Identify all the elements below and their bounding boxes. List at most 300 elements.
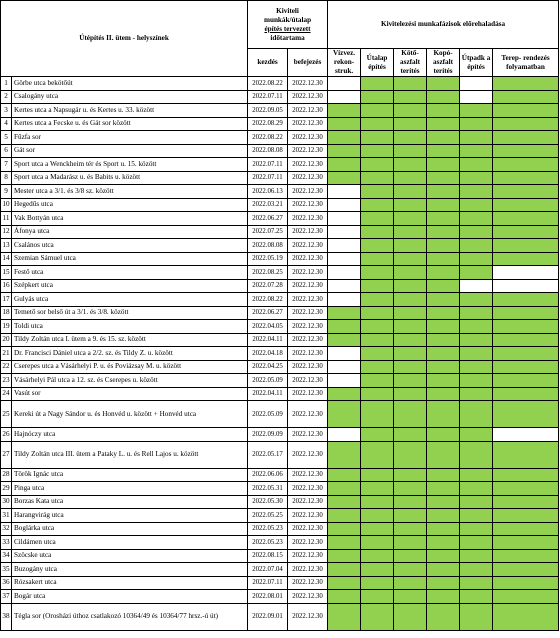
- phase-cell: [493, 320, 559, 334]
- phase-cell: [427, 333, 460, 347]
- row-location: Kertes utca a Fecske u. és Gát sor között: [12, 117, 248, 131]
- phase-cell: [493, 333, 559, 347]
- phase-cell: [328, 239, 361, 253]
- row-end-date: 2022.12.30: [288, 306, 328, 320]
- phase-cell: [361, 387, 394, 401]
- phase-cell: [427, 374, 460, 388]
- row-end-date: 2022.12.30: [288, 333, 328, 347]
- row-end-date: 2022.12.30: [288, 468, 328, 482]
- phase-cell: [493, 536, 559, 550]
- table-row: [1, 482, 559, 496]
- phase-cell: [394, 563, 427, 577]
- table-row: [1, 590, 559, 604]
- row-number: 28: [1, 468, 12, 482]
- header-start: kezdés: [248, 49, 288, 77]
- row-number: 36: [1, 576, 12, 590]
- phase-cell: [493, 158, 559, 172]
- phase-cell: [328, 482, 361, 496]
- phase-cell: [361, 563, 394, 577]
- phase-cell: [361, 185, 394, 199]
- phase-cell: [427, 158, 460, 172]
- phase-cell: [394, 225, 427, 239]
- row-location: Harangvirág utca: [12, 509, 248, 523]
- row-location: Csalogány utca: [12, 90, 248, 104]
- phase-cell: [328, 563, 361, 577]
- phase-cell: [328, 374, 361, 388]
- phase-cell: [394, 428, 427, 442]
- phase-cell: [493, 563, 559, 577]
- phase-cell: [361, 482, 394, 496]
- phase-cell: [427, 509, 460, 523]
- phase-cell: [328, 77, 361, 91]
- phase-cell: [361, 522, 394, 536]
- table-row: [1, 576, 559, 590]
- header-title: Útépítés II. ütem - helyszínek: [1, 1, 248, 77]
- phase-cell: [493, 279, 559, 293]
- phase-cell: [361, 401, 394, 428]
- phase-cell: [361, 225, 394, 239]
- row-number: 18: [1, 306, 12, 320]
- phase-cell: [493, 171, 559, 185]
- phase-cell: [493, 90, 559, 104]
- table-row: [1, 225, 559, 239]
- row-location: Kereki út a Nagy Sándor u. és Honvéd u. között + Honvéd utca: [12, 401, 248, 428]
- phase-cell: [460, 90, 493, 104]
- row-number: 9: [1, 185, 12, 199]
- phase-cell: [493, 401, 559, 428]
- phase-cell: [493, 522, 559, 536]
- row-location: Gulyás utca: [12, 293, 248, 307]
- row-location: Borzas Kata utca: [12, 495, 248, 509]
- phase-cell: [427, 482, 460, 496]
- phase-cell: [460, 482, 493, 496]
- phase-cell: [460, 347, 493, 361]
- phase-cell: [427, 428, 460, 442]
- phase-cell: [394, 171, 427, 185]
- phase-cell: [394, 495, 427, 509]
- phase-cell: [394, 77, 427, 91]
- phase-cell: [394, 144, 427, 158]
- phase-cell: [361, 306, 394, 320]
- row-end-date: 2022.12.30: [288, 158, 328, 172]
- phase-cell: [493, 293, 559, 307]
- phase-cell: [427, 522, 460, 536]
- row-number: 13: [1, 239, 12, 253]
- phase-cell: [394, 185, 427, 199]
- phase-cell: [361, 603, 394, 630]
- phase-cell: [460, 320, 493, 334]
- table-row: [1, 306, 559, 320]
- phase-cell: [328, 104, 361, 118]
- row-location: Szemian Sámuel utca: [12, 252, 248, 266]
- phase-cell: [394, 198, 427, 212]
- phase-cell: [493, 441, 559, 468]
- phase-cell: [427, 401, 460, 428]
- phase-cell: [361, 360, 394, 374]
- phase-cell: [361, 266, 394, 280]
- phase-cell: [460, 576, 493, 590]
- row-location: Buzogány utca: [12, 563, 248, 577]
- phase-cell: [361, 77, 394, 91]
- row-location: Temető sor belső út a 3/1. és 3/8. között: [12, 306, 248, 320]
- table-row: [1, 266, 559, 280]
- phase-cell: [394, 536, 427, 550]
- header-end: befejezés: [288, 49, 328, 77]
- phase-cell: [460, 387, 493, 401]
- phase-cell: [427, 360, 460, 374]
- phase-cell: [394, 104, 427, 118]
- row-end-date: 2022.12.30: [288, 293, 328, 307]
- row-end-date: 2022.12.30: [288, 266, 328, 280]
- row-number: 31: [1, 509, 12, 523]
- row-end-date: 2022.12.30: [288, 536, 328, 550]
- phase-cell: [427, 171, 460, 185]
- phase-cell: [427, 603, 460, 630]
- table-row: [1, 104, 559, 118]
- row-start-date: 2022.07.11: [248, 171, 288, 185]
- phase-cell: [328, 266, 361, 280]
- row-number: 24: [1, 387, 12, 401]
- phase-cell: [427, 495, 460, 509]
- row-end-date: 2022.12.30: [288, 374, 328, 388]
- table-row: [1, 185, 559, 199]
- table-row: [1, 320, 559, 334]
- phase-cell: [493, 482, 559, 496]
- table-row: [1, 239, 559, 253]
- table-row: [1, 549, 559, 563]
- phase-cell: [427, 252, 460, 266]
- header-phase-water: Vízvez. rekon-struk.: [328, 49, 361, 77]
- row-number: 2: [1, 90, 12, 104]
- row-number: 25: [1, 401, 12, 428]
- table-row: [1, 360, 559, 374]
- phase-cell: [493, 131, 559, 145]
- row-location: Tildy Zoltán utca III. ütem a Pataky L. u. és Rell Lajos u. között: [12, 441, 248, 468]
- row-number: 5: [1, 131, 12, 145]
- row-number: 19: [1, 320, 12, 334]
- row-number: 21: [1, 347, 12, 361]
- row-start-date: 2022.04.25: [248, 360, 288, 374]
- phase-cell: [394, 306, 427, 320]
- phase-cell: [328, 495, 361, 509]
- row-end-date: 2022.12.30: [288, 117, 328, 131]
- phase-cell: [460, 293, 493, 307]
- row-end-date: 2022.12.30: [288, 576, 328, 590]
- phase-cell: [427, 590, 460, 604]
- row-location: Cserepes utca a Vásárhelyi P. u. és Poviázsay M. u. között: [12, 360, 248, 374]
- phase-cell: [493, 306, 559, 320]
- phase-cell: [361, 144, 394, 158]
- row-location: Áfonya utca: [12, 225, 248, 239]
- row-end-date: 2022.12.30: [288, 225, 328, 239]
- row-end-date: 2022.12.30: [288, 360, 328, 374]
- phase-cell: [328, 185, 361, 199]
- phase-cell: [394, 90, 427, 104]
- table-body: [1, 77, 559, 631]
- phase-cell: [493, 198, 559, 212]
- row-end-date: 2022.12.30: [288, 428, 328, 442]
- phase-cell: [328, 158, 361, 172]
- row-location: Toldi utca: [12, 320, 248, 334]
- row-location: Görbe utca bekötőút: [12, 77, 248, 91]
- table-row: [1, 333, 559, 347]
- phase-cell: [427, 576, 460, 590]
- row-start-date: 2022.08.29: [248, 117, 288, 131]
- row-end-date: 2022.12.30: [288, 185, 328, 199]
- row-location: Bogár utca: [12, 590, 248, 604]
- row-number: 29: [1, 482, 12, 496]
- table-row: [1, 347, 559, 361]
- phase-cell: [361, 293, 394, 307]
- row-start-date: 2022.08.08: [248, 144, 288, 158]
- phase-cell: [394, 401, 427, 428]
- row-start-date: 2022.06.27: [248, 306, 288, 320]
- row-location: Rózsakert utca: [12, 576, 248, 590]
- row-end-date: 2022.12.30: [288, 522, 328, 536]
- row-number: 26: [1, 428, 12, 442]
- row-end-date: 2022.12.30: [288, 441, 328, 468]
- phase-cell: [427, 347, 460, 361]
- phase-cell: [361, 198, 394, 212]
- phase-cell: [361, 239, 394, 253]
- row-location: Fűzfa sor: [12, 131, 248, 145]
- phase-cell: [328, 90, 361, 104]
- phase-cell: [394, 131, 427, 145]
- phase-cell: [460, 104, 493, 118]
- phase-cell: [493, 428, 559, 442]
- phase-cell: [493, 117, 559, 131]
- table-row: [1, 495, 559, 509]
- phase-cell: [361, 333, 394, 347]
- table-row: [1, 468, 559, 482]
- phase-cell: [427, 90, 460, 104]
- phase-cell: [460, 185, 493, 199]
- row-start-date: 2022.06.06: [248, 468, 288, 482]
- phase-cell: [394, 590, 427, 604]
- phase-cell: [427, 225, 460, 239]
- row-location: Dr. Francisci Dániel utca a 2/2. sz. és Tildy Z. u. között: [12, 347, 248, 361]
- row-number: 10: [1, 198, 12, 212]
- row-end-date: 2022.12.30: [288, 239, 328, 253]
- phase-cell: [361, 576, 394, 590]
- phase-cell: [427, 387, 460, 401]
- phase-cell: [361, 131, 394, 145]
- table-row: [1, 117, 559, 131]
- phase-cell: [361, 590, 394, 604]
- row-start-date: 2022.06.27: [248, 212, 288, 226]
- phase-cell: [427, 266, 460, 280]
- phase-cell: [394, 360, 427, 374]
- phase-cell: [361, 495, 394, 509]
- phase-cell: [361, 374, 394, 388]
- row-location: Gát sor: [12, 144, 248, 158]
- phase-cell: [394, 266, 427, 280]
- row-location: Boglárka utca: [12, 522, 248, 536]
- header-period: Kiviteli munkák/útalap építés tervezett időtartama: [248, 1, 328, 49]
- row-end-date: 2022.12.30: [288, 482, 328, 496]
- row-number: 27: [1, 441, 12, 468]
- row-start-date: 2022.05.09: [248, 374, 288, 388]
- table-row: [1, 144, 559, 158]
- phase-cell: [328, 401, 361, 428]
- table-row: [1, 603, 559, 630]
- phase-cell: [361, 279, 394, 293]
- phase-cell: [328, 198, 361, 212]
- row-location: Kertes utca a Napsugár u. és Kertes u. 33. között: [12, 104, 248, 118]
- row-number: 32: [1, 522, 12, 536]
- phase-cell: [361, 468, 394, 482]
- table-row: [1, 536, 559, 550]
- phase-cell: [328, 333, 361, 347]
- row-start-date: 2022.05.30: [248, 495, 288, 509]
- row-number: 17: [1, 293, 12, 307]
- phase-cell: [427, 306, 460, 320]
- row-start-date: 2022.05.31: [248, 482, 288, 496]
- row-number: 33: [1, 536, 12, 550]
- phase-cell: [493, 185, 559, 199]
- phase-cell: [460, 239, 493, 253]
- phase-cell: [394, 279, 427, 293]
- phase-cell: [460, 77, 493, 91]
- row-location: Török Ignác utca: [12, 468, 248, 482]
- phase-cell: [493, 549, 559, 563]
- phase-cell: [460, 117, 493, 131]
- phase-cell: [328, 212, 361, 226]
- phase-cell: [328, 306, 361, 320]
- phase-cell: [427, 131, 460, 145]
- phase-cell: [394, 549, 427, 563]
- phase-cell: [460, 279, 493, 293]
- phase-cell: [394, 441, 427, 468]
- row-end-date: 2022.12.30: [288, 509, 328, 523]
- phase-cell: [460, 212, 493, 226]
- phase-cell: [460, 468, 493, 482]
- row-end-date: 2022.12.30: [288, 495, 328, 509]
- row-end-date: 2022.12.30: [288, 320, 328, 334]
- phase-cell: [394, 374, 427, 388]
- phase-cell: [394, 320, 427, 334]
- row-location: Szépkert utca: [12, 279, 248, 293]
- phase-cell: [328, 320, 361, 334]
- row-end-date: 2022.12.30: [288, 387, 328, 401]
- row-number: 4: [1, 117, 12, 131]
- phase-cell: [427, 198, 460, 212]
- phase-cell: [394, 293, 427, 307]
- phase-cell: [328, 252, 361, 266]
- row-start-date: 2022.07.11: [248, 158, 288, 172]
- phase-cell: [361, 212, 394, 226]
- phase-cell: [328, 347, 361, 361]
- phase-cell: [328, 360, 361, 374]
- phase-cell: [328, 522, 361, 536]
- phase-cell: [328, 171, 361, 185]
- table-row: [1, 171, 559, 185]
- row-start-date: 2022.07.28: [248, 279, 288, 293]
- row-number: 1: [1, 77, 12, 91]
- phase-cell: [493, 77, 559, 91]
- phase-cell: [493, 590, 559, 604]
- phase-cell: [328, 144, 361, 158]
- phase-cell: [394, 387, 427, 401]
- phase-cell: [427, 320, 460, 334]
- row-start-date: 2022.06.13: [248, 185, 288, 199]
- phase-cell: [361, 171, 394, 185]
- phase-cell: [394, 158, 427, 172]
- row-number: 8: [1, 171, 12, 185]
- row-start-date: 2022.07.04: [248, 563, 288, 577]
- row-location: Tildy Zoltán utca I. ütem a 9. és 15. sz. között: [12, 333, 248, 347]
- phase-cell: [493, 387, 559, 401]
- row-number: 30: [1, 495, 12, 509]
- row-location: Festő utca: [12, 266, 248, 280]
- table-row: [1, 401, 559, 428]
- row-end-date: 2022.12.30: [288, 252, 328, 266]
- table-row: [1, 293, 559, 307]
- phase-cell: [328, 428, 361, 442]
- row-start-date: 2022.08.15: [248, 549, 288, 563]
- phase-cell: [427, 239, 460, 253]
- phase-cell: [427, 185, 460, 199]
- phase-cell: [427, 563, 460, 577]
- row-start-date: 2022.04.18: [248, 347, 288, 361]
- phase-cell: [493, 360, 559, 374]
- phase-cell: [460, 131, 493, 145]
- header-phase-wear: Kopó-aszfalt terítés: [427, 49, 460, 77]
- row-start-date: 2022.05.17: [248, 441, 288, 468]
- phase-cell: [427, 212, 460, 226]
- phase-cell: [460, 509, 493, 523]
- phase-cell: [460, 374, 493, 388]
- row-start-date: 2022.04.11: [248, 387, 288, 401]
- phase-cell: [460, 360, 493, 374]
- row-number: 6: [1, 144, 12, 158]
- table-row: [1, 563, 559, 577]
- row-location: Csalános utca: [12, 239, 248, 253]
- phase-cell: [460, 306, 493, 320]
- table-row: [1, 198, 559, 212]
- phase-cell: [493, 509, 559, 523]
- phase-cell: [394, 212, 427, 226]
- row-end-date: 2022.12.30: [288, 347, 328, 361]
- row-location: Pinga utca: [12, 482, 248, 496]
- row-start-date: 2022.04.05: [248, 320, 288, 334]
- row-start-date: 2022.09.01: [248, 603, 288, 630]
- row-end-date: 2022.12.30: [288, 563, 328, 577]
- row-end-date: 2022.12.30: [288, 90, 328, 104]
- phase-cell: [328, 117, 361, 131]
- phase-cell: [361, 428, 394, 442]
- row-start-date: 2022.07.11: [248, 90, 288, 104]
- row-start-date: 2022.08.22: [248, 77, 288, 91]
- row-location: Tégla sor (Orosházi úthoz csatlakozó 10364/49 és 10364/77 hrsz.-ú út): [12, 603, 248, 630]
- row-end-date: 2022.12.30: [288, 590, 328, 604]
- phase-cell: [328, 603, 361, 630]
- row-start-date: 2022.03.21: [248, 198, 288, 212]
- row-location: Mester utca a 3/1. és 3/8 sz. között: [12, 185, 248, 199]
- row-location: Hajnóczy utca: [12, 428, 248, 442]
- table-row: [1, 428, 559, 442]
- phase-cell: [460, 536, 493, 550]
- phase-cell: [394, 252, 427, 266]
- row-number: 34: [1, 549, 12, 563]
- phase-cell: [328, 576, 361, 590]
- phase-cell: [493, 495, 559, 509]
- phase-cell: [328, 441, 361, 468]
- phase-cell: [394, 333, 427, 347]
- phase-cell: [361, 90, 394, 104]
- phase-cell: [328, 279, 361, 293]
- phase-cell: [460, 495, 493, 509]
